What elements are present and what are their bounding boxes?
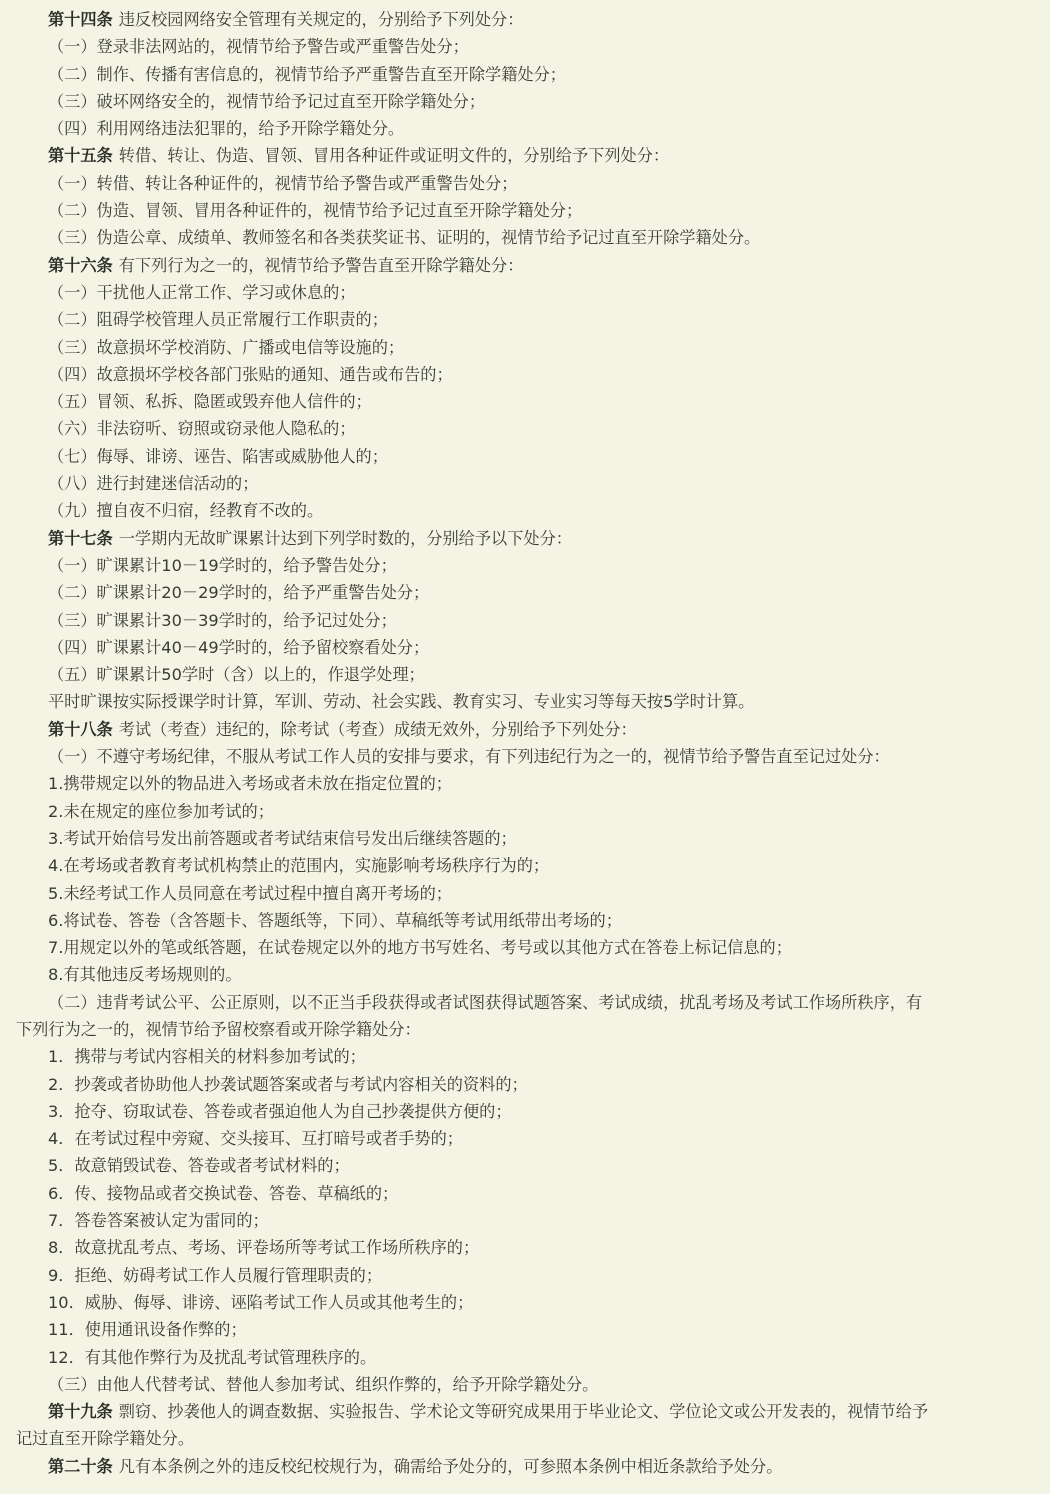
article-16-item: （五）冒领、私拆、隐匿或毁弃他人信件的； [48, 392, 372, 412]
article-18-clause-1-item: 7.用规定以外的笔或纸答题，在试卷规定以外的地方书写姓名、考号或以其他方式在答卷上标记信息的； [48, 938, 792, 958]
article-16-text: 有下列行为之一的，视情节给予警告直至开除学籍处分： [118, 255, 524, 275]
article-16-item: （七）侮辱、诽谤、诬告、陷害或威胁他人的； [48, 446, 388, 466]
article-16-item: （九）擅自夜不归宿，经教育不改的。 [48, 501, 324, 521]
article-16-item: （三）故意损坏学校消防、广播或电信等设施的； [48, 337, 405, 357]
article-18-clause-1-item: 3.考试开始信号发出前答题或者考试结束信号发出后继续答题的； [48, 828, 517, 848]
article-18-clause-1-item: 4.在考场或者教育考试机构禁止的范围内，实施影响考场秩序行为的； [48, 856, 550, 876]
article-19-line2: 记过直至开除学籍处分。 [16, 1429, 195, 1449]
article-14-item: （一）登录非法网站的，视情节给予警告或严重警告处分； [48, 37, 469, 57]
article-18-clause-2-item: 2．抄袭或者协助他人抄袭试题答案或者与考试内容相关的资料的； [48, 1074, 528, 1094]
article-16-heading [16, 252, 1036, 279]
article-18-clause-1-item: 8.有其他违反考场规则的。 [48, 965, 242, 985]
article-20-title: 第二十条 [48, 1456, 113, 1476]
article-16-item: （六）非法窃听、窃照或窃录他人隐私的； [48, 419, 356, 439]
article-15-item: （三）伪造公章、成绩单、教师签名和各类获奖证书、证明的，视情节给予记过直至开除学籍处分。 [48, 228, 761, 248]
article-18-clause-2-item: 11．使用通讯设备作弊的； [48, 1320, 247, 1340]
article-18-clause-2-item: 4．在考试过程中旁窥、交头接耳、互打暗号或者手势的； [48, 1129, 463, 1149]
article-14-item: （三）破坏网络安全的，视情节给予记过直至开除学籍处分； [48, 91, 486, 111]
article-18-clause-3: （三）由他人代替考试、替他人参加考试、组织作弊的，给予开除学籍处分。 [48, 1374, 599, 1394]
article-18-clause-2-item: 1．携带与考试内容相关的材料参加考试的； [48, 1047, 366, 1067]
article-18-clause-1-item: 6.将试卷、答卷（含答题卡、答题纸等，下同）、草稿纸等考试用纸带出考场的； [48, 910, 622, 930]
article-15-item: （二）伪造、冒领、冒用各种证件的，视情节给予记过直至开除学籍处分； [48, 201, 583, 221]
article-18-clause-2-line1: （二）违背考试公平、公正原则，以不正当手段获得或者试图获得试题答案、考试成绩，扰乱考场及考试工作场所秩序，有 [48, 992, 923, 1012]
article-16-item: （八）进行封建迷信活动的； [48, 474, 259, 494]
article-18-clause-2-line2: 下列行为之一的，视情节给予留校察看或开除学籍处分： [16, 1019, 421, 1039]
article-20-text: 凡有本条例之外的违反校纪校规行为，确需给予处分的，可参照本条例中相近条款给予处分。 [118, 1456, 783, 1476]
article-17-item: （五）旷课累计50学时（含）以上的，作退学处理； [48, 665, 425, 685]
article-18-clause-1-item: 1.携带规定以外的物品进入考场或者未放在指定位置的； [48, 774, 452, 794]
article-17-title: 第十七条 [48, 528, 113, 548]
article-18-clause-1-item: 5.未经考试工作人员同意在考试过程中擅自离开考场的； [48, 883, 452, 903]
article-17-item: （二）旷课累计20－29学时的，给予严重警告处分； [48, 583, 430, 603]
article-16-item: （一）干扰他人正常工作、学习或休息的； [48, 282, 356, 302]
article-18-clause-2-item: 5．故意销毁试卷、答卷或者考试材料的； [48, 1156, 350, 1176]
article-17-text: 一学期内无故旷课累计达到下列学时数的，分别给予以下处分： [118, 528, 572, 548]
article-18-clause-1: （一）不遵守考场纪律，不服从考试工作人员的安排与要求，有下列违纪行为之一的，视情节给予警告直至记过处分： [48, 747, 890, 767]
article-18-heading [16, 716, 1036, 743]
article-17-item: （四）旷课累计40－49学时的，给予留校察看处分； [48, 637, 430, 657]
article-19-heading [16, 1398, 1036, 1425]
article-19-line1: 剽窃、抄袭他人的调查数据、实验报告、学术论文等研究成果用于毕业论文、学位论文或公开发表的，视情节给予 [118, 1402, 929, 1422]
article-14-heading [16, 6, 1036, 33]
article-19-title: 第十九条 [48, 1402, 113, 1422]
article-15-heading [16, 142, 1036, 169]
article-18-clause-2-item: 12．有其他作弊行为及扰乱考试管理秩序的。 [48, 1347, 377, 1367]
article-16-item: （四）故意损坏学校各部门张贴的通知、通告或布告的； [48, 364, 453, 384]
article-17-heading [16, 525, 1036, 552]
article-14-title: 第十四条 [48, 10, 113, 29]
article-17-item: （一）旷课累计10－19学时的，给予警告处分； [48, 555, 397, 575]
article-18-title: 第十八条 [48, 719, 113, 739]
article-18-clause-2-item: 3．抢夺、窃取试卷、答卷或者强迫他人为自己抄袭提供方便的； [48, 1101, 512, 1121]
article-17-note: 平时旷课按实际授课学时计算，军训、劳动、社会实践、教育实习、专业实习等每天按5学时计算。 [48, 692, 755, 712]
article-15-item: （一）转借、转让各种证件的，视情节给予警告或严重警告处分； [48, 173, 518, 193]
article-14-item: （四）利用网络违法犯罪的，给予开除学籍处分。 [48, 119, 405, 139]
article-18-clause-2-item: 7．答卷答案被认定为雷同的； [48, 1211, 269, 1231]
article-20-heading [16, 1453, 1036, 1480]
article-18-clause-2-item: 9．拒绝、妨碍考试工作人员履行管理职责的； [48, 1265, 383, 1285]
article-18-clause-1-item: 2.未在规定的座位参加考试的； [48, 801, 274, 821]
article-17-item: （三）旷课累计30－39学时的，给予记过处分； [48, 610, 397, 630]
article-18-clause-2-item: 8．故意扰乱考点、考场、评卷场所等考试工作场所秩序的； [48, 1238, 480, 1258]
article-18-clause-2-item: 10．威胁、侮辱、诽谤、诬陷考试工作人员或其他考生的； [48, 1292, 474, 1312]
article-15-title: 第十五条 [48, 146, 113, 166]
article-14-item: （二）制作、传播有害信息的，视情节给予严重警告直至开除学籍处分； [48, 64, 566, 84]
article-16-item: （二）阻碍学校管理人员正常履行工作职责的； [48, 310, 388, 330]
article-18-text: 考试（考查）违纪的，除考试（考查）成绩无效外，分别给予下列处分： [118, 719, 637, 739]
article-16-title: 第十六条 [48, 255, 113, 275]
article-18-clause-2-item: 6．传、接物品或者交换试卷、答卷、草稿纸的； [48, 1183, 399, 1203]
article-15-text: 转借、转让、伪造、冒领、冒用各种证件或证明文件的，分别给予下列处分： [118, 146, 670, 166]
article-14-text: 违反校园网络安全管理有关规定的，分别给予下列处分： [118, 10, 524, 29]
